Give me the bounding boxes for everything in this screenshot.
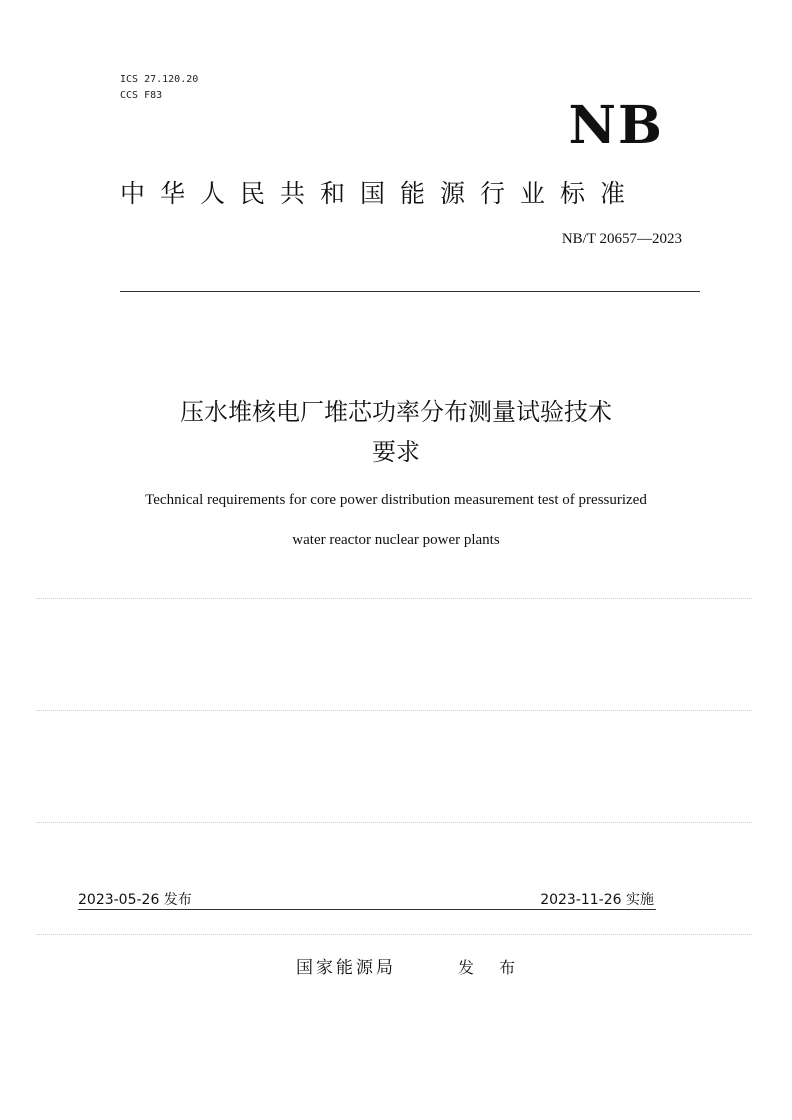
document-title-cn [60, 392, 732, 472]
date-divider [78, 909, 656, 910]
standard-number: NB/T 20657—2023 [561, 231, 682, 247]
organization-title: 中华人民共和国能源行业标准 [120, 179, 641, 208]
title-cn-line-1: 压水堆核电厂堆芯功率分布测量试验技术 [180, 398, 612, 426]
title-cn-line-2: 要求 [372, 438, 420, 466]
header-divider [120, 291, 700, 292]
ics-code: ICS 27.120.20 [120, 74, 199, 85]
dotted-divider [36, 934, 752, 935]
document-title-en [100, 480, 692, 560]
nb-logo: NB [568, 95, 664, 156]
issue-date: 2023-05-26 发布 [78, 892, 192, 908]
classification-codes [120, 72, 198, 104]
implementation-date: 2023-11-26 实施 [540, 892, 654, 908]
ccs-code: CCS F83 [120, 90, 163, 101]
issuing-authority: 国家能源局 [296, 958, 396, 978]
issue-label: 发 布 [458, 958, 526, 977]
dotted-divider [36, 598, 752, 599]
dotted-divider [36, 822, 752, 823]
title-en-line-1: Technical requirements for core power distribution measurement test of pressurized [145, 492, 647, 508]
title-en-line-2: water reactor nuclear power plants [292, 532, 500, 548]
dotted-divider [36, 710, 752, 711]
